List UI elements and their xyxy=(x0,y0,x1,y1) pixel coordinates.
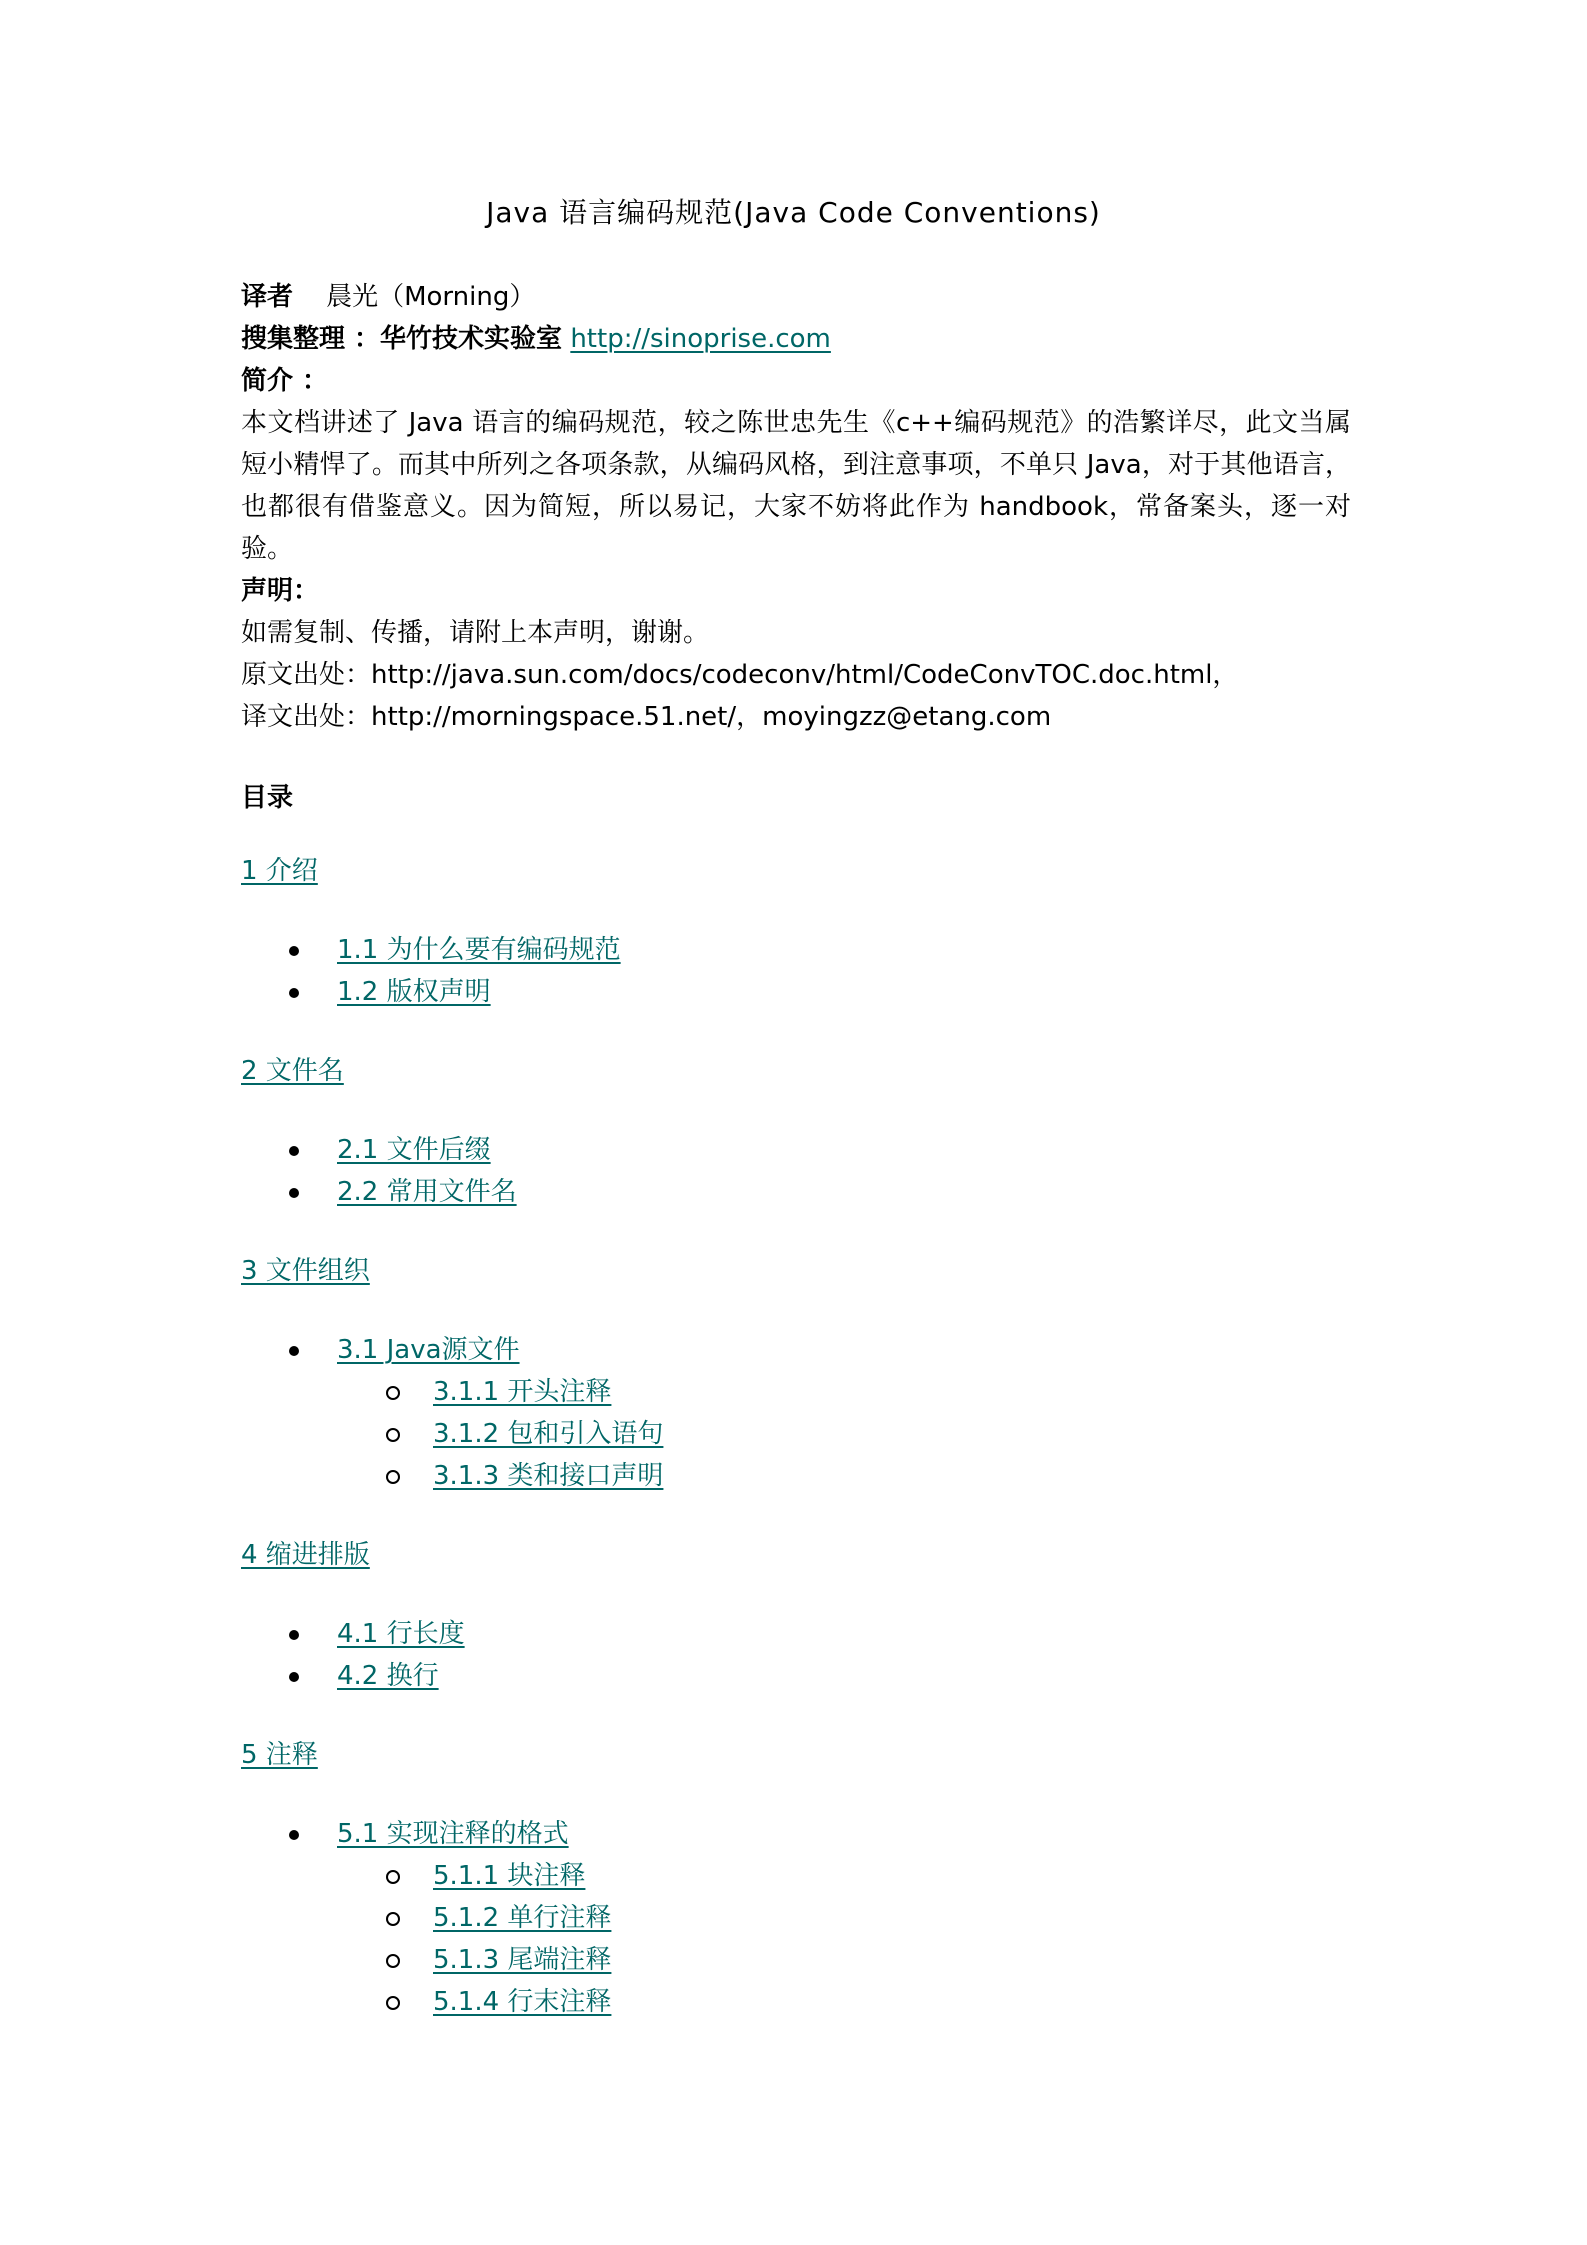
translation-row xyxy=(241,696,1351,738)
toc-item-5-1 xyxy=(241,1813,1341,1855)
translator-row xyxy=(241,276,1351,318)
toc-section-3[interactable]: 3 文件组织 xyxy=(241,1256,370,1286)
bullet-circle-icon xyxy=(386,1912,400,1926)
toc-link-4-2[interactable]: 4.2 换行 xyxy=(337,1661,439,1691)
toc-link-5-1-3[interactable]: 5.1.3 尾端注释 xyxy=(433,1945,612,1975)
toc-item-2-2 xyxy=(241,1171,1341,1213)
toc-section-5[interactable]: 5 注释 xyxy=(241,1740,318,1770)
toc-section-2[interactable]: 2 文件名 xyxy=(241,1056,344,1086)
toc-link-3-1-1[interactable]: 3.1.1 开头注释 xyxy=(433,1377,612,1407)
bullet-disc-icon xyxy=(289,946,299,956)
bullet-disc-icon xyxy=(289,1672,299,1682)
toc-section-4[interactable]: 4 缩进排版 xyxy=(241,1540,370,1570)
translator-value: 晨光（Morning） xyxy=(326,282,536,312)
toc-item-5-1-1 xyxy=(241,1855,1341,1897)
bullet-disc-icon xyxy=(289,1346,299,1356)
source-row xyxy=(241,654,1351,696)
document-meta xyxy=(241,276,1351,738)
bullet-circle-icon xyxy=(386,1386,400,1400)
toc-item-3-1-2 xyxy=(241,1413,1341,1455)
bullet-disc-icon xyxy=(289,1630,299,1640)
bullet-disc-icon xyxy=(289,1146,299,1156)
translation-value: http://morningspace.51.net/，moyingzz@etang.com xyxy=(371,702,1052,732)
toc-item-5-1-4 xyxy=(241,1981,1341,2023)
toc-item-1-2 xyxy=(241,971,1341,1013)
toc-item-1-1 xyxy=(241,929,1341,971)
bullet-disc-icon xyxy=(289,1830,299,1840)
bullet-circle-icon xyxy=(386,1870,400,1884)
toc-link-2-2[interactable]: 2.2 常用文件名 xyxy=(337,1177,517,1207)
toc-item-5-1-3 xyxy=(241,1939,1341,1981)
toc-link-5-1-2[interactable]: 5.1.2 单行注释 xyxy=(433,1903,612,1933)
intro-text: 本文档讲述了 Java 语言的编码规范，较之陈世忠先生《c++编码规范》的浩繁详尽，此文当属短小精悍了。而其中所列之各项条款，从编码风格，到注意事项，不单只 Java，对于其他语言，也都很有借鉴意义。因为简短，所以易记，大家不妨将此作为 handbook，常备案头，逐一对验。 xyxy=(241,408,1351,564)
translation-label: 译文出处： xyxy=(241,702,372,732)
toc-section-2-items xyxy=(241,1129,1341,1213)
statement-text: 如需复制、传播，请附上本声明，谢谢。 xyxy=(241,618,710,648)
translator-label: 译者 xyxy=(241,282,294,312)
toc-link-3-1-2[interactable]: 3.1.2 包和引入语句 xyxy=(433,1419,664,1449)
collector-row xyxy=(241,318,1351,360)
bullet-circle-icon xyxy=(386,1954,400,1968)
toc-item-4-1 xyxy=(241,1613,1341,1655)
collector-link[interactable]: http://sinoprise.com xyxy=(570,324,831,354)
toc-link-2-1[interactable]: 2.1 文件后缀 xyxy=(337,1135,491,1165)
toc-link-3-1[interactable]: 3.1 Java源文件 xyxy=(337,1335,520,1365)
toc-link-1-2[interactable]: 1.2 版权声明 xyxy=(337,977,491,1007)
toc-item-3-1 xyxy=(241,1329,1341,1371)
table-of-contents xyxy=(241,850,1341,2060)
toc-item-4-2 xyxy=(241,1655,1341,1697)
intro-label: 简介 ： xyxy=(241,366,329,396)
bullet-disc-icon xyxy=(289,988,299,998)
toc-link-1-1[interactable]: 1.1 为什么要有编码规范 xyxy=(337,935,621,965)
toc-item-5-1-subitems xyxy=(241,1855,1341,2023)
toc-link-5-1-4[interactable]: 5.1.4 行末注释 xyxy=(433,1987,612,2017)
toc-item-3-1-1 xyxy=(241,1371,1341,1413)
toc-link-3-1-3[interactable]: 3.1.3 类和接口声明 xyxy=(433,1461,664,1491)
toc-section-1-items xyxy=(241,929,1341,1013)
toc-section-3-items xyxy=(241,1329,1341,1497)
collector-label: 搜集整理 ：华竹技术实验室 xyxy=(241,324,563,354)
bullet-circle-icon xyxy=(386,1470,400,1484)
toc-section-1[interactable]: 1 介绍 xyxy=(241,856,318,886)
toc-item-5-1-2 xyxy=(241,1897,1341,1939)
toc-item-3-1-subitems xyxy=(241,1371,1341,1497)
toc-link-5-1[interactable]: 5.1 实现注释的格式 xyxy=(337,1819,569,1849)
toc-heading: 目录 xyxy=(241,783,294,813)
statement-label: 声明： xyxy=(241,576,320,606)
bullet-disc-icon xyxy=(289,1188,299,1198)
toc-item-2-1 xyxy=(241,1129,1341,1171)
bullet-circle-icon xyxy=(386,1428,400,1442)
toc-link-5-1-1[interactable]: 5.1.1 块注释 xyxy=(433,1861,586,1891)
source-label: 原文出处： xyxy=(241,660,372,690)
toc-item-3-1-3 xyxy=(241,1455,1341,1497)
toc-link-4-1[interactable]: 4.1 行长度 xyxy=(337,1619,465,1649)
document-title: Java 语言编码规范(Java Code Conventions) xyxy=(486,196,1101,229)
source-value: http://java.sun.com/docs/codeconv/html/CodeConvTOC.doc.html， xyxy=(371,660,1239,690)
toc-section-4-items xyxy=(241,1613,1341,1697)
toc-section-5-items xyxy=(241,1813,1341,2023)
bullet-circle-icon xyxy=(386,1996,400,2010)
